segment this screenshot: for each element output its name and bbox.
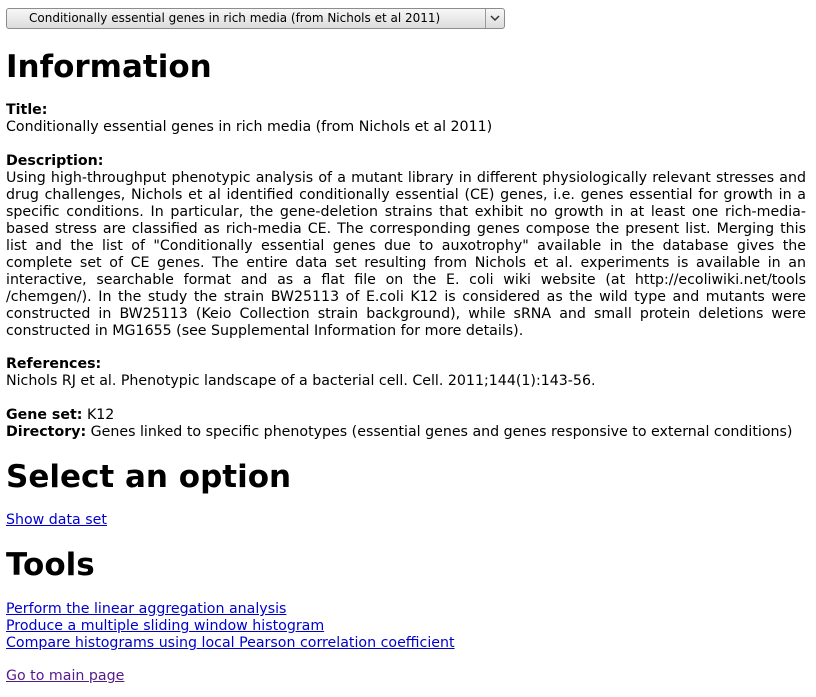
title-block [6, 102, 806, 136]
select-option-heading: Select an option [6, 459, 292, 495]
dataset-select-value: Conditionally essential genes in rich media (from Nichols et al 2011) [29, 11, 441, 25]
description-block [6, 153, 806, 340]
description-value: Using high-throughput phenotypic analysis of a mutant library in different physiologically relevant stresses and drug challenges, Nichols et al identified conditionally essential (CE) genes, i.e. genes essential for growth in a specific conditions. In particular, the gene-deletion strains that exhibit no growth in at least one rich-media-based stress are classified as rich-media CE. The corresponding genes compose the present list. Merging this list and the list of "Conditionally essential genes due to auxotrophy" available in the database gives the complete set of CE genes. The entire data set resulting from Nichols et al. experiments is available in an interactive, searchable format and as a flat file on the E. coli wiki website (at http://ecoliwiki.net/tools /chemgen/). In the study the strain BW25113 of E.coli K12 is considered as the wild type and mutants were constructed in BW25113 (Keio Collection strain background), while sRNA and small protein deletions were constructed in MG1655 (see Supplemental Information for more details). [6, 170, 806, 339]
tools-heading: Tools [6, 547, 95, 583]
directory-label: Directory: [6, 424, 87, 440]
references-value: Nichols RJ et al. Phenotypic landscape of a bacterial cell. Cell. 2011;144(1):143-56. [6, 373, 596, 389]
show-data-set-link[interactable]: Show data set [6, 512, 107, 528]
sliding-window-histogram-link[interactable]: Produce a multiple sliding window histogram [6, 618, 325, 634]
gene-set-value: K12 [86, 407, 115, 423]
references-label: References: [6, 356, 102, 372]
chevron-down-icon[interactable] [485, 9, 504, 28]
gene-set-label: Gene set: [6, 407, 83, 423]
gene-set-row [6, 407, 806, 424]
dataset-select[interactable] [6, 8, 505, 29]
main-page-link[interactable]: Go to main page [6, 668, 125, 684]
directory-row [6, 424, 806, 441]
linear-aggregation-link[interactable]: Perform the linear aggregation analysis [6, 601, 287, 617]
description-label: Description: [6, 153, 104, 169]
references-block [6, 356, 806, 390]
title-label: Title: [6, 102, 48, 118]
information-heading: Information [6, 49, 212, 85]
compare-histograms-link[interactable]: Compare histograms using local Pearson correlation coefficient [6, 635, 455, 651]
directory-value: Genes linked to specific phenotypes (essential genes and genes responsive to external conditions) [90, 424, 793, 440]
title-value: Conditionally essential genes in rich media (from Nichols et al 2011) [6, 119, 493, 135]
